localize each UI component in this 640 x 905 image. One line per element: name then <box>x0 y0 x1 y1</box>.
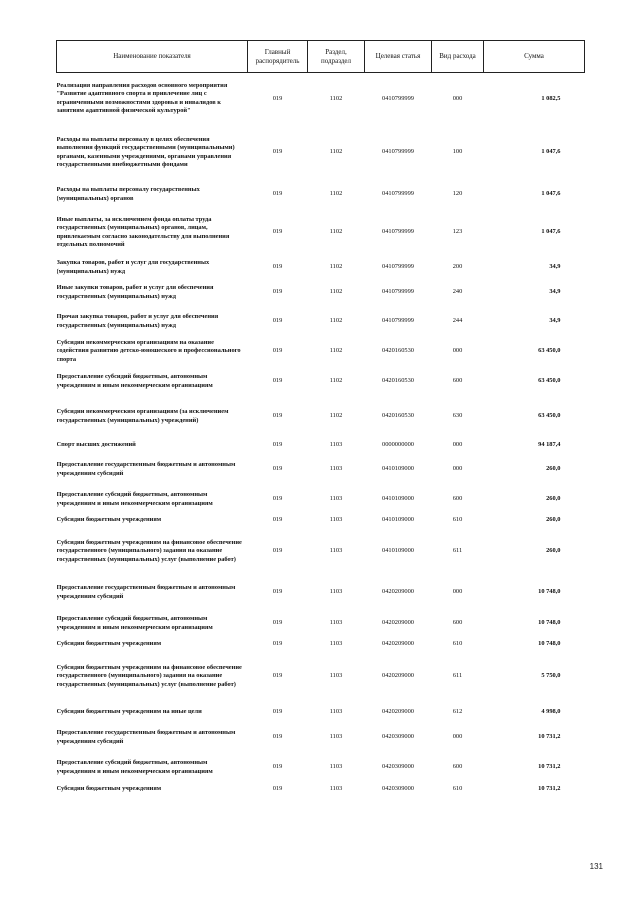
cell-sum: 34,9 <box>549 288 561 296</box>
cell-name: Субсидии бюджетным учреждениям <box>56 516 162 524</box>
cell-name: Субсидии бюджетным учреждениям <box>56 640 162 648</box>
table-header <box>57 41 585 73</box>
cell-expense: 611 <box>452 547 463 555</box>
cell-sum: 63 450,0 <box>538 412 561 420</box>
cell-grs: 019 <box>272 288 283 296</box>
cell-expense: 612 <box>452 708 463 716</box>
cell-grs: 019 <box>272 317 283 325</box>
cell-name: Расходы на выплаты персоналу государственных (муниципальных) органов <box>56 186 200 202</box>
table-row <box>57 257 585 279</box>
cell-sum: 1 047,6 <box>541 228 561 236</box>
cell-name: Предоставление субсидий бюджетным, автономным учреждениям и иным некоммерческим организациям <box>56 759 213 775</box>
cell-sum: 10 748,0 <box>538 640 561 648</box>
cell-section: 1103 <box>329 516 343 524</box>
cell-section: 1103 <box>329 547 343 555</box>
cell-name: Предоставление субсидий бюджетным, автономным учреждениям и иным некоммерческим организациям <box>56 615 213 631</box>
cell-section: 1103 <box>329 785 343 793</box>
cell-target: 0420309000 <box>382 785 414 793</box>
cell-grs: 019 <box>272 441 283 449</box>
cell-target: 0420160530 <box>382 412 414 420</box>
header-name: Наименование показателя <box>57 41 248 73</box>
cell-section: 1102 <box>329 94 343 102</box>
cell-expense: 200 <box>452 263 463 271</box>
cell-grs: 019 <box>272 619 283 627</box>
cell-sum: 10 731,2 <box>538 785 561 793</box>
cell-section: 1102 <box>329 190 343 198</box>
cell-grs: 019 <box>272 588 283 596</box>
cell-expense: 000 <box>452 441 463 449</box>
cell-section: 1102 <box>329 263 343 271</box>
cell-name: Закупка товаров, работ и услуг для государственных (муниципальных) нужд <box>56 259 210 275</box>
table-row <box>57 125 585 181</box>
cell-target: 0410799999 <box>382 228 414 236</box>
cell-expense: 600 <box>452 377 463 385</box>
table-row <box>57 703 585 723</box>
cell-target: 0410799999 <box>382 190 414 198</box>
cell-name: Субсидии некоммерческим организациям (за исключением государственных (муниципальных) учреждений) <box>56 408 229 424</box>
cell-section: 1102 <box>329 288 343 296</box>
cell-expense: 000 <box>452 94 463 102</box>
cell-target: 0410799999 <box>382 263 414 271</box>
table-row <box>57 753 585 783</box>
cell-sum: 260,0 <box>546 495 561 503</box>
cell-name: Субсидии некоммерческим организациям на оказание содействия развитию детско-юношеского и профессионального спорта <box>56 338 241 363</box>
cell-name: Предоставление государственным бюджетным и автономным учреждениям субсидий <box>56 729 236 745</box>
cell-section: 1102 <box>329 412 343 420</box>
header-section: Раздел, подраздел <box>308 41 365 73</box>
cell-sum: 94 187,4 <box>538 441 561 449</box>
header-target: Целевая статья <box>365 41 432 73</box>
cell-grs: 019 <box>272 377 283 385</box>
cell-section: 1103 <box>329 733 343 741</box>
cell-target: 0410799999 <box>382 94 414 102</box>
cell-target: 0420209000 <box>382 708 414 716</box>
cell-target: 0420209000 <box>382 672 414 680</box>
cell-expense: 000 <box>452 465 463 473</box>
cell-grs: 019 <box>272 412 283 420</box>
budget-table <box>56 40 585 797</box>
cell-grs: 019 <box>272 347 283 355</box>
cell-target: 0420209000 <box>382 588 414 596</box>
cell-sum: 1 082,5 <box>541 94 561 102</box>
cell-expense: 100 <box>452 148 463 156</box>
cell-grs: 019 <box>272 495 283 503</box>
cell-sum: 10 748,0 <box>538 588 561 596</box>
table-row <box>57 455 585 485</box>
table-row <box>57 639 585 651</box>
cell-name: Иные закупки товаров, работ и услуг для обеспечения государственных (муниципальных) нужд <box>56 284 214 300</box>
cell-section: 1103 <box>329 619 343 627</box>
table-row <box>57 651 585 703</box>
cell-sum: 1 047,6 <box>541 148 561 156</box>
table-row <box>57 307 585 337</box>
cell-sum: 260,0 <box>546 516 561 524</box>
table-row <box>57 515 585 527</box>
cell-expense: 611 <box>452 672 463 680</box>
cell-grs: 019 <box>272 190 283 198</box>
page-number: 131 <box>589 862 603 871</box>
cell-name: Иные выплаты, за исключением фонда оплаты труда государственных (муниципальных) органов, лицам, привлекаемым согласно законодательству для выполнения отдельных полномочий <box>56 215 230 248</box>
cell-sum: 260,0 <box>546 465 561 473</box>
cell-section: 1102 <box>329 317 343 325</box>
cell-expense: 600 <box>452 763 463 771</box>
cell-name: Реализация направления расходов основного мероприятия "Развитие адаптивного спорта и привлечение лиц с ограниченными возможностями здоровья и инвалидов к занятиям адаптивной физической культурой" <box>56 81 228 115</box>
cell-target: 0420160530 <box>382 377 414 385</box>
cell-name: Предоставление государственным бюджетным и автономным учреждениям субсидий <box>56 584 236 600</box>
cell-target: 0410799999 <box>382 317 414 325</box>
cell-sum: 260,0 <box>546 547 561 555</box>
cell-target: 0420209000 <box>382 619 414 627</box>
table-row <box>57 279 585 307</box>
table-row <box>57 485 585 515</box>
cell-section: 1102 <box>329 228 343 236</box>
cell-section: 1102 <box>329 377 343 385</box>
cell-expense: 600 <box>452 619 463 627</box>
cell-expense: 120 <box>452 190 463 198</box>
cell-grs: 019 <box>272 228 283 236</box>
cell-target: 0420160530 <box>382 347 414 355</box>
cell-grs: 019 <box>272 263 283 271</box>
cell-name: Предоставление субсидий бюджетным, автономным учреждениям и иным некоммерческим организациям <box>56 491 213 507</box>
cell-grs: 019 <box>272 708 283 716</box>
table-row <box>57 209 585 257</box>
cell-section: 1102 <box>329 347 343 355</box>
cell-section: 1103 <box>329 640 343 648</box>
cell-sum: 63 450,0 <box>538 347 561 355</box>
table-row <box>57 397 585 437</box>
cell-name: Предоставление субсидий бюджетным, автономным учреждениям и иным некоммерческим организациям <box>56 373 213 389</box>
cell-section: 1103 <box>329 588 343 596</box>
table-row <box>57 609 585 639</box>
cell-grs: 019 <box>272 763 283 771</box>
cell-name: Спорт высших достижений <box>56 441 136 449</box>
cell-sum: 5 750,0 <box>541 672 561 680</box>
table-row <box>57 181 585 209</box>
cell-target: 0410109000 <box>382 495 414 503</box>
table-row <box>57 783 585 797</box>
table-row <box>57 73 585 125</box>
table-row <box>57 367 585 397</box>
cell-expense: 610 <box>452 516 463 524</box>
cell-target: 0410109000 <box>382 516 414 524</box>
cell-grs: 019 <box>272 148 283 156</box>
cell-sum: 10 731,2 <box>538 763 561 771</box>
cell-section: 1103 <box>329 763 343 771</box>
cell-expense: 000 <box>452 733 463 741</box>
cell-name: Расходы на выплаты персоналу в целях обеспечения выполнения функций государственными (муниципальными) органами, казенными учреждениями, органами управления государственными внебюджетными фондами <box>56 135 235 168</box>
cell-section: 1103 <box>329 708 343 716</box>
cell-section: 1103 <box>329 495 343 503</box>
cell-target: 0420309000 <box>382 763 414 771</box>
cell-sum: 1 047,6 <box>541 190 561 198</box>
cell-section: 1103 <box>329 465 343 473</box>
cell-expense: 630 <box>452 412 463 420</box>
table-row <box>57 577 585 609</box>
cell-name: Предоставление государственным бюджетным и автономным учреждениям субсидий <box>56 461 236 477</box>
cell-target: 0410799999 <box>382 148 414 156</box>
cell-grs: 019 <box>272 94 283 102</box>
cell-grs: 019 <box>272 465 283 473</box>
table-row <box>57 437 585 455</box>
header-sum: Сумма <box>484 41 585 73</box>
cell-grs: 019 <box>272 516 283 524</box>
cell-name: Субсидии бюджетным учреждениям на финансовое обеспечение государственного (муниципального) задания на оказание государственных (муниципальных) услуг (выполнение работ) <box>56 663 242 688</box>
cell-sum: 34,9 <box>549 317 561 325</box>
cell-sum: 4 998,0 <box>541 708 561 716</box>
cell-grs: 019 <box>272 640 283 648</box>
cell-expense: 610 <box>452 640 463 648</box>
cell-grs: 019 <box>272 785 283 793</box>
cell-section: 1103 <box>329 672 343 680</box>
cell-sum: 10 731,2 <box>538 733 561 741</box>
cell-sum: 10 748,0 <box>538 619 561 627</box>
cell-grs: 019 <box>272 547 283 555</box>
header-grs: Главный распорядитель <box>248 41 308 73</box>
cell-grs: 019 <box>272 672 283 680</box>
header-expense: Вид расхода <box>432 41 484 73</box>
cell-name: Субсидии бюджетным учреждениям на иные цели <box>56 708 202 716</box>
cell-target: 0410109000 <box>382 547 414 555</box>
cell-expense: 244 <box>452 317 463 325</box>
cell-expense: 123 <box>452 228 463 236</box>
cell-expense: 600 <box>452 495 463 503</box>
cell-target: 0420209000 <box>382 640 414 648</box>
cell-sum: 63 450,0 <box>538 377 561 385</box>
cell-name: Субсидии бюджетным учреждениям <box>56 785 162 793</box>
cell-section: 1102 <box>329 148 343 156</box>
cell-expense: 610 <box>452 785 463 793</box>
cell-name: Прочая закупка товаров, работ и услуг для обеспечения государственных (муниципальных) нужд <box>56 313 219 329</box>
table-body <box>57 73 585 797</box>
cell-name: Субсидии бюджетным учреждениям на финансовое обеспечение государственного (муниципального) задания на оказание государственных (муниципальных) услуг (выполнение работ) <box>56 538 242 563</box>
cell-target: 0420309000 <box>382 733 414 741</box>
cell-target: 0000000000 <box>382 441 414 449</box>
table-row <box>57 723 585 753</box>
cell-expense: 000 <box>452 347 463 355</box>
cell-target: 0410799999 <box>382 288 414 296</box>
table-row <box>57 337 585 367</box>
cell-target: 0410109000 <box>382 465 414 473</box>
cell-expense: 240 <box>452 288 463 296</box>
cell-grs: 019 <box>272 733 283 741</box>
cell-expense: 000 <box>452 588 463 596</box>
table-row <box>57 527 585 577</box>
cell-section: 1103 <box>329 441 343 449</box>
cell-sum: 34,9 <box>549 263 561 271</box>
header-row <box>57 41 585 73</box>
